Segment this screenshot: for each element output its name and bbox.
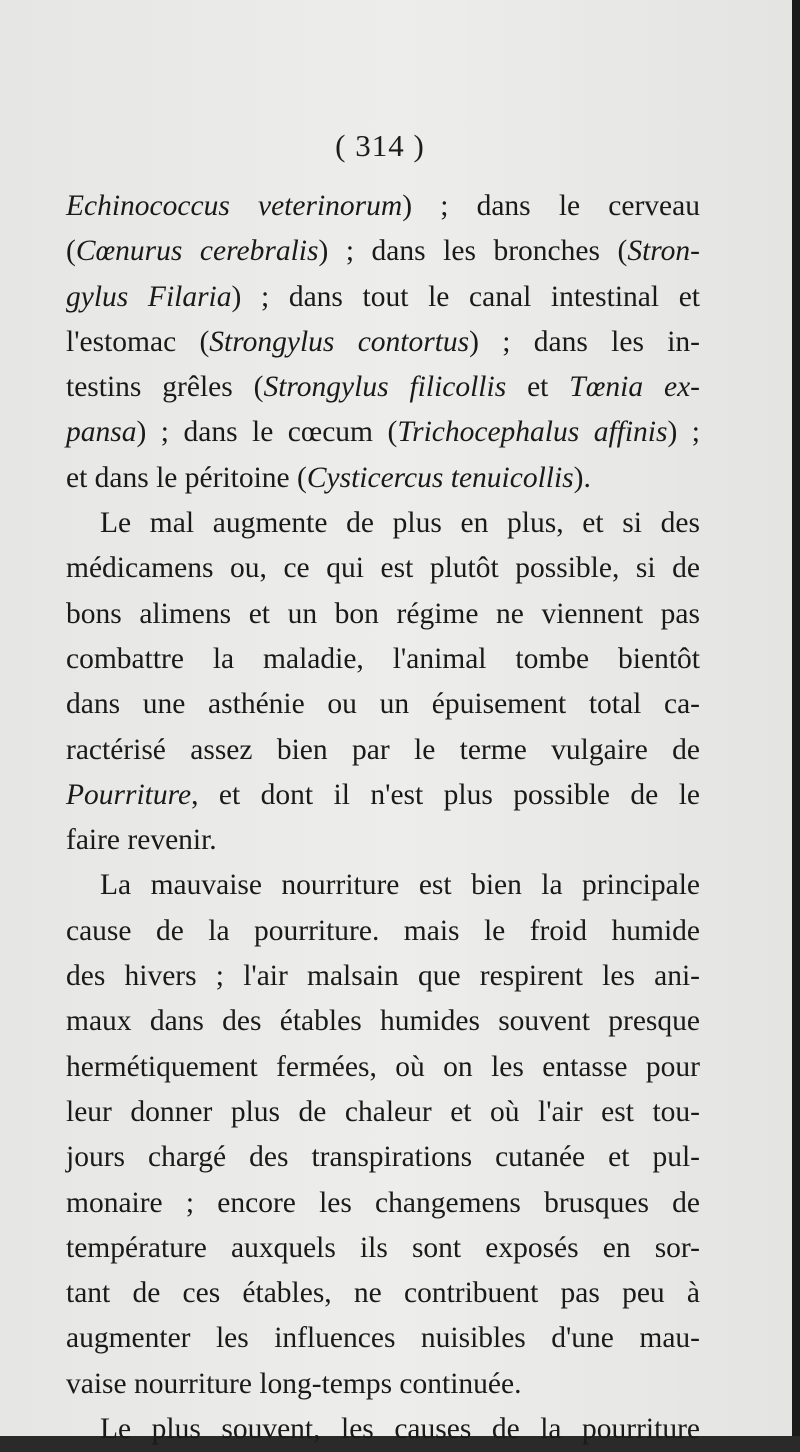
- text-line: tant de ces étables, ne contribuent pas peu à: [66, 1277, 700, 1310]
- text-line: gylus Filaria) ; dans tout le canal intestinal et: [66, 280, 700, 313]
- text-line: monaire ; encore les changemens brusques de: [66, 1186, 700, 1219]
- text-line: leur donner plus de chaleur et où l'air est tou-: [66, 1095, 700, 1128]
- text-line: cause de la pourriture. mais le froid humide: [66, 914, 700, 947]
- text-line: vaise nourriture long-temps continuée.: [66, 1367, 522, 1400]
- body-text: [66, 184, 700, 1452]
- text-line: pansa) ; dans le cœcum (Trichocephalus affinis) ;: [66, 416, 700, 449]
- text-line: (Cœnurus cerebralis) ; dans les bronches (Stron-: [66, 235, 700, 268]
- text-line: dans une asthénie ou un épuisement total ca-: [66, 688, 700, 721]
- text-line: hermétiquement fermées, où on les entasse pour: [66, 1050, 700, 1083]
- text-line: faire revenir.: [66, 824, 217, 857]
- text-line: combattre la maladie, l'animal tombe bientôt: [66, 642, 700, 675]
- text-line: La mauvaise nourriture est bien la principale: [100, 869, 700, 902]
- page-number: ( 314 ): [335, 128, 425, 163]
- text-line: bons alimens et un bon régime ne viennent pas: [66, 597, 700, 630]
- text-line: Le mal augmente de plus en plus, et si des: [100, 507, 700, 540]
- text-line: ractérisé assez bien par le terme vulgaire de: [66, 733, 700, 766]
- text-line: Pourriture, et dont il n'est plus possible de le: [66, 778, 700, 811]
- text-line: Echinococcus veterinorum) ; dans le cerveau: [66, 190, 700, 222]
- text-line: jours chargé des transpirations cutanée et pul-: [66, 1141, 700, 1174]
- page-edge-shadow: [792, 0, 800, 1436]
- text-line: maux dans des étables humides souvent presque: [66, 1005, 700, 1038]
- text-line: augmenter les influences nuisibles d'une mau-: [66, 1322, 700, 1355]
- text-line: et dans le péritoine (Cysticercus tenuicollis).: [66, 461, 591, 494]
- text-line: médicamens ou, ce qui est plutôt possible, si de: [66, 552, 700, 585]
- text-line: des hivers ; l'air malsain que respirent les ani-: [66, 960, 700, 993]
- text-line: Le plus souvent, les causes de la pourriture: [100, 1413, 700, 1446]
- text-line: testins grêles (Strongylus filicollis et Tœnia ex-: [66, 371, 700, 404]
- text-line: température auxquels ils sont exposés en sor-: [66, 1231, 700, 1264]
- text-line: l'estomac (Strongylus contortus) ; dans les in-: [66, 325, 700, 358]
